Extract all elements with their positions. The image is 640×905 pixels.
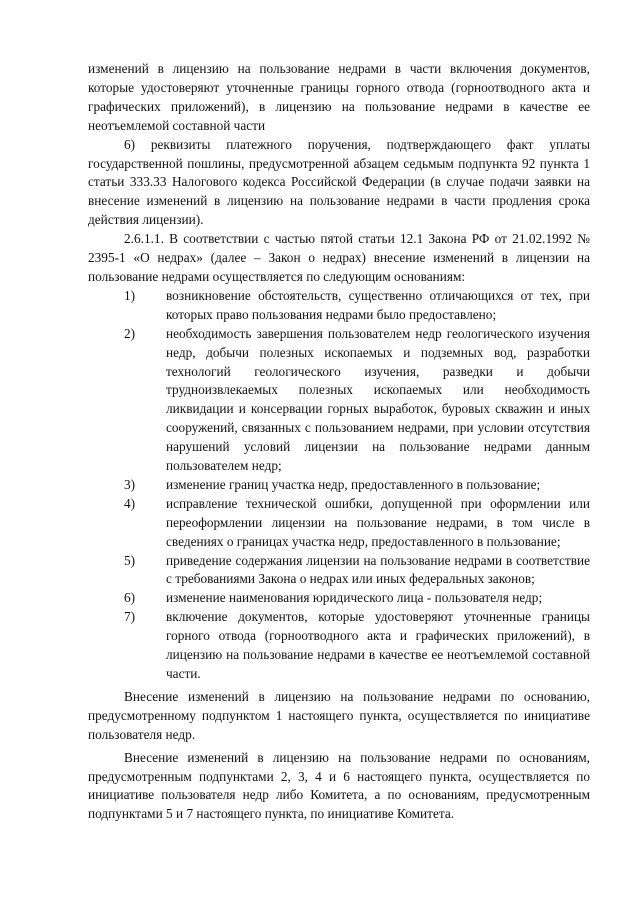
list-item-number: 7) [124, 609, 136, 625]
paragraph-2-6-1-1: 2.6.1.1. В соответствии с частью пятой статьи 12.1 Закона РФ от 21.02.1992 № 2395-1 «О недрах» (далее – Закон о недрах) внесение изменений в лицензии на пользование недрами осуществляется по следующим основаниям: [88, 231, 590, 284]
list-item-7 [88, 608, 590, 684]
list-item-text: возникновение обстоятельств, существенно отличающихся от тех, при которых право пользования недрами было предоставлено; [166, 287, 590, 322]
paragraph-basis-1: Внесение изменений в лицензию на пользование недрами по основанию, предусмотренному подпунктом 1 настоящего пункта, осуществляется по инициативе пользователя недр. [88, 688, 590, 742]
list-item-number: 4) [124, 495, 136, 511]
list-item-4 [88, 495, 590, 552]
list-item-5 [88, 552, 590, 590]
list-item-6 [88, 589, 590, 608]
list-item-text: изменение границ участка недр, предоставленного в пользование; [166, 476, 541, 492]
list-item-text: приведение содержания лицензии на пользование недрами в соответствие с требованиями Закона о недрах или иных федеральных законов; [166, 552, 590, 587]
list-item-text: исправление технической ошибки, допущенной при оформлении или переоформлении лицензии на пользование недрами, в том числе в сведениях о границах участка недр, предоставленного в пользование; [166, 495, 590, 549]
paragraph-continuation: изменений в лицензию на пользование недрами в части включения документов, которые удостоверяют уточненные границы горного отвода (горноотводного акта и графических приложений), в лицензию на пользование недрами в качестве ее неотъемлемой составной части [88, 61, 590, 133]
list-item-number: 5) [124, 552, 136, 568]
list-item-text: изменение наименования юридического лица - пользователя недр; [166, 590, 543, 606]
list-item-2 [88, 325, 590, 476]
list-item-number: 3) [124, 476, 136, 492]
list-item-3 [88, 476, 590, 495]
list-item-number: 2) [124, 325, 136, 341]
list-item-text: включение документов, которые удостоверяют уточненные границы горного отвода (горноотводного акта и графических приложений), в лицензию на пользование недрами в качестве ее неотъемлемой составной части. [166, 609, 590, 681]
paragraph-basis-2: Внесение изменений в лицензию на пользование недрами по основаниям, предусмотренным подпунктами 2, 3, 4 и 6 настоящего пункта, осуществляется по инициативе пользователя недр либо Комитета, а по основаниям, предусмотренным подпунктами 5 и 7 настоящего пункта, по инициативе Комитета. [88, 749, 590, 822]
list-item-1 [88, 287, 590, 325]
list-item-number: 1) [124, 287, 136, 303]
document-body [88, 60, 590, 824]
list-item-text: необходимость завершения пользователем недр геологического изучения недр, добычи полезных ископаемых и подземных вод, разработки технологий геологического изучения, разведки и добычи трудноизвлекаемых полезных ископаемых или необходимость ликвидации и консервации горных выработок, буровых скважин и иных сооружений, связанных с пользованием недрами, при условии отсутствия нарушений условий лицензии на пользование недрами данным пользователем недр; [166, 325, 590, 474]
list-item-number: 6) [124, 590, 136, 606]
paragraph-6-payment-details: 6) реквизиты платежного поручения, подтверждающего факт уплаты государственной пошлины, предусмотренной абзацем седьмым подпункта 92 пункта 1 статьи 333.33 Налогового кодекса Российской Федерации (в случае подачи заявки на внесение изменений в лицензию на пользование недрами в части продления срока действия лицензии). [88, 136, 590, 228]
